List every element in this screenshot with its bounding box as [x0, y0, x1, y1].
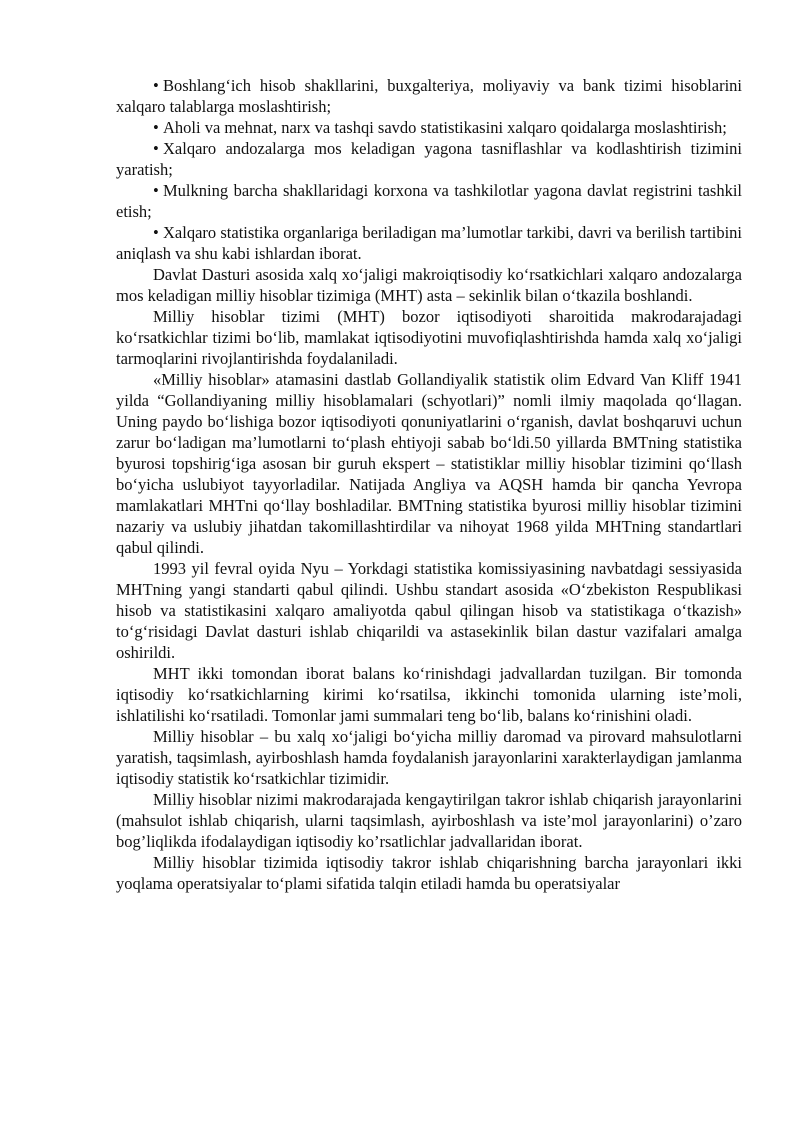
bullet-icon: • [153, 139, 159, 158]
paragraph-1993-standard: 1993 yil fevral oyida Nyu – Yorkdagi statistika komissiyasining navbatdagi sessiyasida MHTning yangi standarti qabul qilindi. Ushbu standart asosida «O‘zbekiston Respublikasi hisob va statistikasini xalqaro amaliyotda qabul qilingan hisob va statistikaga o‘tkazish» to‘g‘risidagi Davlat dasturi ishlab chiqarildi va astasekinlik bilan dastur vazifalari amalga oshirildi. [116, 559, 742, 662]
bullet-item-4 [116, 180, 742, 222]
paragraph-national-accounts-definition: Milliy hisoblar – bu xalq xo‘jaligi bo‘yicha milliy daromad va pirovard mahsulotlarni yaratish, taqsimlash, ayirboshlash hamda foydalanish jarayonlarini xarakterlaydigan jamlanma iqtisodiy statistik ko‘rsatkichlar tizimidir. [116, 727, 742, 788]
bullet-text-2: Aholi va mehnat, narx va tashqi savdo statistikasini xalqaro qoidalarga moslashtirish; [163, 118, 727, 137]
bullet-icon: • [153, 76, 159, 95]
bullet-item-3 [116, 138, 742, 180]
paragraph-history: «Milliy hisoblar» atamasini dastlab Gollandiyalik statistik olim Edvard Van Kliff 1941 yilda “Gollandiyaning milliy hisoblamalari (schyotlari)” nomli ilmiy maqolada qo‘llagan. Uning paydo bo‘lishiga bozor iqtisodiyoti qonuniyatlarini o‘rganish, davlat boshqaruvi uchun zarur bo‘ladigan ma’lumotlarni to‘plash ehtiyoji sabab bo‘ldi.50 yillarda BMTning statistika byurosi topshirig‘iga asosan bir guruh ekspert – statistiklar milliy hisoblar tizimini qo‘llash bo‘yicha uslubiyot tayyorladilar. Natijada Angliya va AQSH hamda bir qancha Yevropa mamlakatlari MHTni qo‘llay boshladilar. BMTning statistika byurosi milliy hisoblar tizimini nazariy va uslubiy jihatdan takomillashtirdilar va nihoyat 1968 yilda MHTning standartlari qabul qilindi. [116, 370, 742, 557]
bullet-text-1: Boshlang‘ich hisob shakllarini, buxgalteriya, moliyaviy va bank tizimi hisoblarini xalqaro talablarga moslashtirish; [116, 76, 742, 116]
bullet-icon: • [153, 223, 159, 242]
bullet-text-4: Mulkning barcha shakllaridagi korxona va tashkilotlar yagona davlat registrini tashkil etish; [116, 181, 742, 221]
paragraph-balance-tables: MHT ikki tomondan iborat balans ko‘rinishdagi jadvallardan tuzilgan. Bir tomonda iqtisodiy ko‘rsatkichlarning kirimi ko‘rsatilsa, ikkinchi tomonida ularning iste’moli, ishlatilishi ko‘rsatiladi. Tomonlar jami summalari teng bo‘lib, balans ko‘rinishini oladi. [116, 664, 742, 725]
bullet-item-5 [116, 222, 742, 264]
bullet-text-3: Xalqaro andozalarga mos keladigan yagona tasniflashlar va kodlashtirish tizimini yaratish; [116, 139, 742, 179]
bullet-item-1 [116, 75, 742, 117]
bullet-icon: • [153, 181, 159, 200]
paragraph-mht-definition: Milliy hisoblar tizimi (MHT) bozor iqtisodiyoti sharoitida makrodarajadagi ko‘rsatkichlar tizimi bo‘lib, mamlakat iqtisodiyotini muvofiqlashtirishda hamda xalq xo‘jaligi tarmoqlarini rivojlantirishda foydalaniladi. [116, 307, 742, 368]
bullet-icon: • [153, 118, 159, 137]
bullet-text-5: Xalqaro statistika organlariga beriladigan ma’lumotlar tarkibi, davri va berilish tartibini aniqlash va shu kabi ishlardan iborat. [116, 223, 742, 263]
paragraph-system-structure: Milliy hisoblar nizimi makrodarajada kengaytirilgan takror ishlab chiqarish jarayonlarini (mahsulot ishlab chiqarish, ularni taqsimlash, ayirboshlash va iste’mol jarayonlarini) o’zaro bog’liqlikda ifodalaydigan iqtisodiy ko’rsatlichlar jadvallaridan iborat. [116, 790, 742, 851]
bullet-item-2 [116, 117, 742, 138]
paragraph-davlat-dasturi: Davlat Dasturi asosida xalq xo‘jaligi makroiqtisodiy ko‘rsatkichlari xalqaro andozalarga mos keladigan milliy hisoblar tizimiga (MHT) asta – sekinlik bilan o‘tkazila boshlandi. [116, 265, 742, 305]
paragraph-operations: Milliy hisoblar tizimida iqtisodiy takror ishlab chiqarishning barcha jarayonlari ikki yoqlama operatsiyalar to‘plami sifatida talqin etiladi hamda bu operatsiyalar [116, 853, 742, 893]
document-page [116, 75, 742, 894]
